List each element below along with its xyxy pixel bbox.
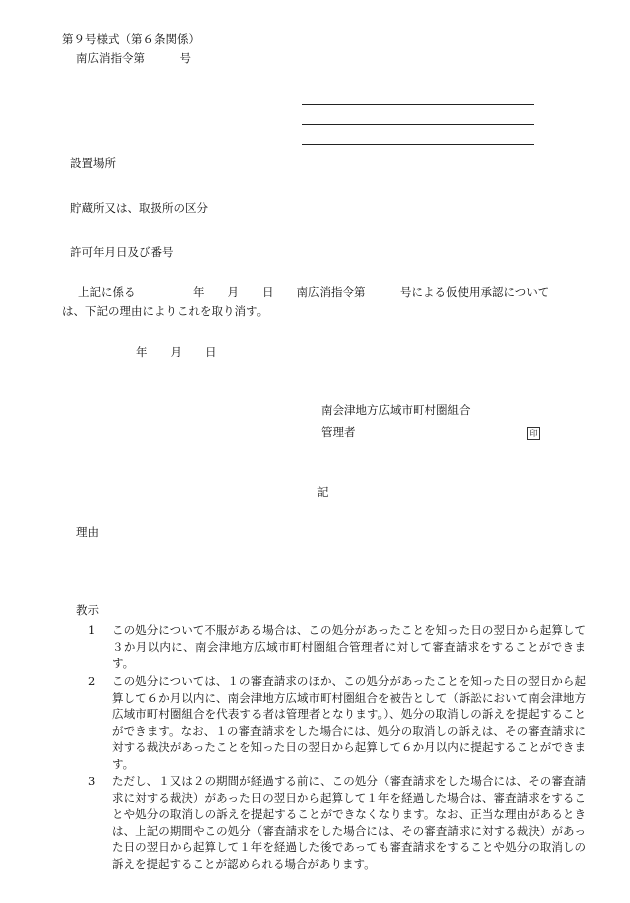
issuer-organization: 南会津地方広域市町村圏組合 — [321, 403, 471, 417]
form-number: 第９号様式（第６条関係） — [62, 32, 200, 46]
ki-heading: 記 — [317, 485, 329, 499]
teiji-item-text: ただし、１又は２の期間が経過する前に、この処分（審査請求をした場合には、その審査請求に対する裁決）があった日の翌日から起算して１年を経過した場合は、審査請求をすることや処分の取消しの訴えを提起することができなくなります。なお、正当な理由があるときは、上記の期間やこの処分（審査請求をした場合には、その審査請求に対する裁決）があった日の翌日から起算して１年を経過した後であっても審査請求をすることや処分の取消しの訴えを提起することが認められる場合があります。 — [112, 774, 586, 871]
main-text-line-2: は、下記の理由によりこれを取り消す。 — [62, 304, 269, 318]
document-number: 南広消指令第 号 — [76, 51, 191, 65]
date-line: 年 月 日 — [136, 345, 217, 359]
teiji-item-2 — [88, 673, 586, 772]
teiji-item-text: この処分については、１の審査請求のほか、この処分があったことを知った日の翌日から起算して６か月以内に、南会津地方広域市町村圏組合を被告として（訴訟において南会津地方広域市町村圏組合を代表する者は管理者となります。）、処分の取消しの訴えを提起することができます。なお、１の審査請求をした場合には、処分の取消しの訴えは、その審査請求に対する裁決があったことを知った日の翌日から起算して６か月以内に提起することができます。 — [112, 674, 586, 771]
teiji-item-1 — [88, 622, 586, 672]
recipient-line-1 — [302, 104, 534, 105]
reason-label: 理由 — [76, 525, 99, 539]
seal-icon: 印 — [527, 427, 540, 440]
permit-label: 許可年月日及び番号 — [70, 245, 174, 259]
teiji-item-number: 2 — [88, 674, 96, 688]
category-label: 貯蔵所又は、取扱所の区分 — [70, 201, 208, 215]
recipient-line-2 — [302, 124, 534, 125]
recipient-line-3 — [302, 144, 534, 145]
teiji-item-text: この処分について不服がある場合は、この処分があったことを知った日の翌日から起算して３か月以内に、南会津地方広域市町村圏組合管理者に対して審査請求をすることができます。 — [112, 623, 586, 670]
teiji-item-3 — [88, 773, 586, 872]
location-label: 設置場所 — [70, 156, 116, 170]
issuer-title: 管理者 — [321, 425, 356, 439]
teiji-heading: 教示 — [76, 603, 99, 617]
teiji-item-number: 3 — [88, 774, 96, 788]
main-text-line-1: 上記に係る 年 月 日 南広消指令第 号による仮使用承認について — [78, 285, 550, 299]
teiji-item-number: 1 — [88, 623, 96, 637]
